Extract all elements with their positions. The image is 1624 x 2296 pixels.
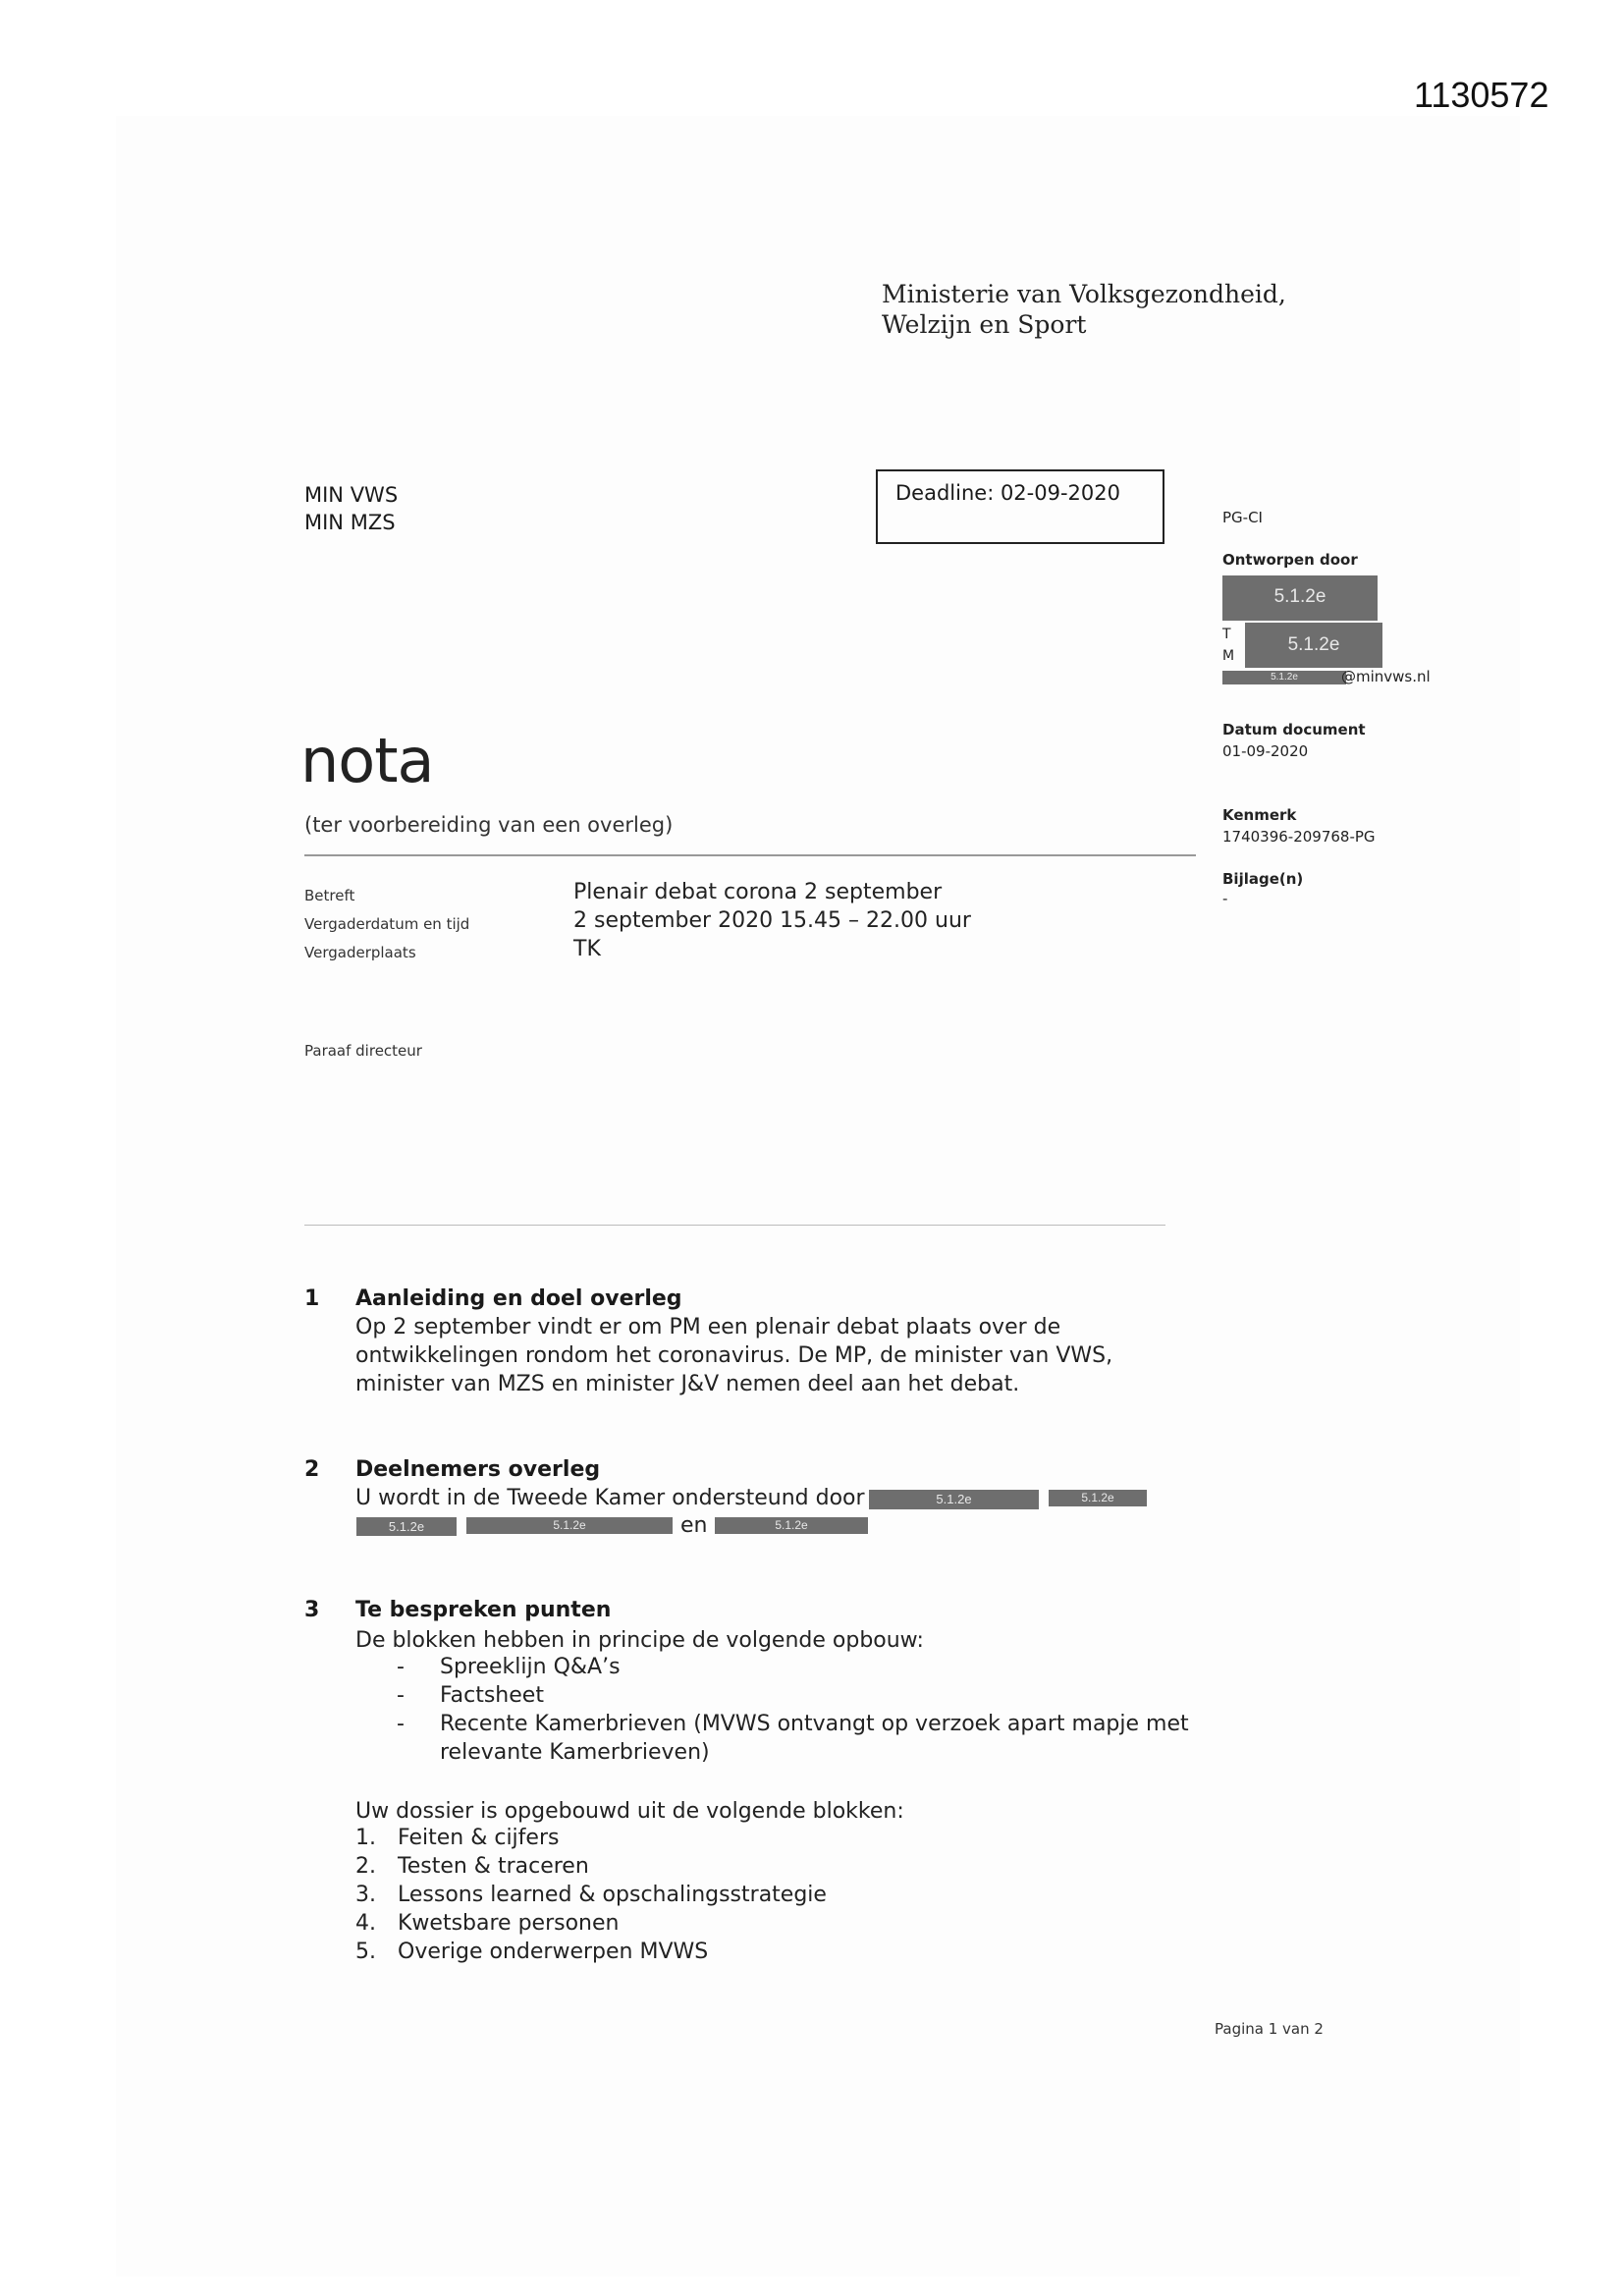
block-number: 4. — [355, 1911, 376, 1936]
bullet-item: Spreeklijn Q&A’s — [440, 1655, 621, 1679]
redaction-block: 5.1.2e — [1049, 1490, 1147, 1506]
sidebar-ref-label: Kenmerk — [1222, 806, 1297, 824]
sidebar-designed-by-label: Ontworpen door — [1222, 551, 1358, 569]
section-1-line: Op 2 september vindt er om PM een plenair debat plaats over de — [355, 1315, 1061, 1339]
block-number: 1. — [355, 1826, 376, 1850]
sidebar-date-label: Datum document — [1222, 721, 1366, 738]
block-number: 2. — [355, 1854, 376, 1879]
sidebar-dept: PG-CI — [1222, 509, 1263, 526]
block-item: Feiten & cijfers — [398, 1826, 560, 1850]
block-item: Overige onderwerpen MVWS — [398, 1940, 709, 1964]
title-divider — [304, 854, 1196, 856]
section-2-title: Deelnemers overleg — [355, 1457, 601, 1482]
document-number: 1130572 — [1414, 75, 1549, 115]
bullet-dash: - — [397, 1683, 405, 1708]
sidebar-ref-value: 1740396-209768-PG — [1222, 828, 1376, 846]
redaction-block: 5.1.2e — [1222, 671, 1346, 684]
addressee-1: MIN VWS — [304, 483, 399, 507]
paraaf-label: Paraaf directeur — [304, 1042, 422, 1060]
redaction-block: 5.1.2e — [356, 1517, 457, 1536]
addressee-2: MIN MZS — [304, 511, 396, 534]
sidebar-t-label: T — [1222, 627, 1231, 642]
subject-label: Betreft — [304, 887, 355, 904]
sidebar-attach-label: Bijlage(n) — [1222, 870, 1304, 888]
block-number: 5. — [355, 1940, 376, 1964]
block-item: Kwetsbare personen — [398, 1911, 620, 1936]
bullet-item: Factsheet — [440, 1683, 544, 1708]
section-1-line: ontwikkelingen rondom het coronavirus. De MP, de minister van VWS, — [355, 1343, 1113, 1368]
place-value: TK — [573, 937, 601, 961]
section-1-body — [355, 1313, 1112, 1398]
section-1-line: minister van MZS en minister J&V nemen deel aan het debat. — [355, 1372, 1020, 1396]
bullet-item: Recente Kamerbrieven (MVWS ontvangt op verzoek apart mapje met — [440, 1712, 1189, 1736]
block-item: Testen & traceren — [398, 1854, 589, 1879]
redaction-block: 5.1.2e — [1245, 623, 1382, 668]
block-number: 3. — [355, 1883, 376, 1907]
datetime-label: Vergaderdatum en tijd — [304, 915, 470, 933]
sidebar-attach-value: - — [1222, 890, 1228, 907]
document-title: nota — [300, 725, 434, 796]
section-1-title: Aanleiding en doel overleg — [355, 1286, 682, 1311]
deadline-text: Deadline: 02-09-2020 — [895, 481, 1120, 505]
bullet-item-continuation: relevante Kamerbrieven) — [440, 1740, 710, 1765]
sidebar-m-label: M — [1222, 648, 1235, 664]
ministry-logo-text — [882, 279, 1286, 340]
datetime-value: 2 september 2020 15.45 – 22.00 uur — [573, 908, 971, 933]
document-subtitle: (ter voorbereiding van een overleg) — [304, 813, 674, 837]
section-2-and: en — [680, 1513, 708, 1538]
redaction-block: 5.1.2e — [869, 1490, 1039, 1509]
section-3-number: 3 — [304, 1598, 320, 1622]
page-sheet — [116, 116, 1520, 2276]
addressees — [304, 481, 398, 536]
section-3-intro: De blokken hebben in principe de volgende opbouw: — [355, 1628, 924, 1653]
redaction-block: 5.1.2e — [466, 1517, 673, 1534]
sidebar-date-value: 01-09-2020 — [1222, 742, 1309, 760]
sidebar-email-suffix: @minvws.nl — [1341, 668, 1431, 685]
page-footer: Pagina 1 van 2 — [1215, 2020, 1324, 2038]
ministry-line-2: Welzijn en Sport — [882, 310, 1087, 339]
section-1-number: 1 — [304, 1286, 320, 1311]
redaction-block: 5.1.2e — [1222, 575, 1378, 621]
place-label: Vergaderplaats — [304, 944, 416, 961]
dossier-intro: Uw dossier is opgebouwd uit de volgende blokken: — [355, 1799, 904, 1824]
bullet-dash: - — [397, 1712, 405, 1736]
bullet-dash: - — [397, 1655, 405, 1679]
paraaf-divider — [304, 1225, 1165, 1226]
redaction-block: 5.1.2e — [715, 1517, 868, 1534]
subject-value: Plenair debat corona 2 september — [573, 880, 943, 904]
block-item: Lessons learned & opschalingsstrategie — [398, 1883, 827, 1907]
section-2-number: 2 — [304, 1457, 320, 1482]
ministry-line-1: Ministerie van Volksgezondheid, — [882, 280, 1286, 308]
section-2-line: U wordt in de Tweede Kamer ondersteund door — [355, 1486, 865, 1510]
section-3-title: Te bespreken punten — [355, 1598, 612, 1622]
